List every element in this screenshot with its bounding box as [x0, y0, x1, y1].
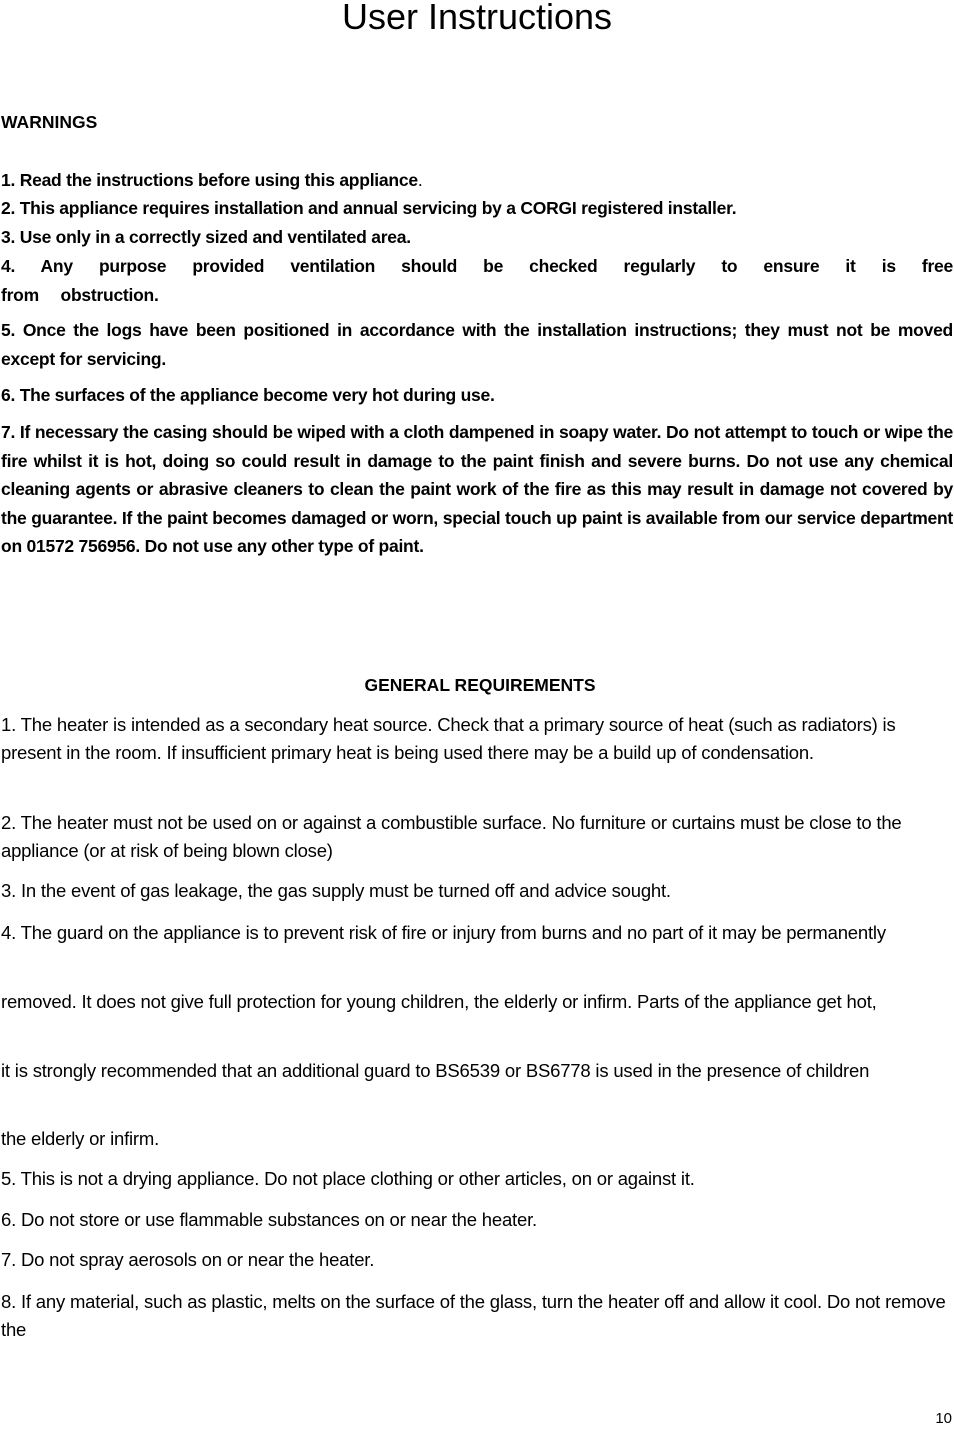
general-item-7: 7. Do not spray aerosols on or near the heater. [1, 1249, 375, 1270]
general-item-4-cont-1: removed. It does not give full protection for young children, the elderly or infirm. Parts of the appliance get hot, [1, 991, 877, 1012]
general-item-3: 3. In the event of gas leakage, the gas supply must be turned off and advice sought. [1, 880, 671, 901]
warning-item-1 [1, 166, 953, 195]
general-item-4: 4. The guard on the appliance is to prevent risk of fire or injury from burns and no part of it may be permanently [1, 922, 886, 943]
general-requirements-heading: GENERAL REQUIREMENTS [364, 675, 596, 695]
warning-item-1-text: 1. Read the instructions before using this appliance [1, 170, 418, 190]
general-item-4-cont-2: it is strongly recommended that an additional guard to BS6539 or BS6778 is used in the presence of children [1, 1060, 870, 1081]
page-number: 10 [935, 1410, 952, 1427]
general-item-2: 2. The heater must not be used on or against a combustible surface. No furniture or curtains must be close to the appliance (or at risk of being blown close) [1, 812, 902, 861]
warning-item-1-period: . [417, 170, 423, 190]
warning-item-5: 5. Once the logs have been positioned in accordance with the installation instructions; they must not be moved except for servicing. [1, 320, 953, 369]
general-item-5: 5. This is not a drying appliance. Do not place clothing or other articles, on or against it. [1, 1168, 695, 1189]
warning-item-2: 2. This appliance requires installation and annual servicing by a CORGI registered installer. [1, 198, 737, 218]
general-item-6: 6. Do not store or use flammable substances on or near the heater. [1, 1209, 537, 1230]
warning-item-4: 4. Any purpose provided ventilation should be checked regularly to ensure it is free from obstruction. [1, 256, 953, 305]
warnings-heading: WARNINGS [1, 112, 98, 132]
warning-item-7: 7. If necessary the casing should be wiped with a cloth dampened in soapy water. Do not attempt to touch or wipe the fire whilst it is hot, doing so could result in damage to the paint finish and severe burns. Do not use any chemical cleaning agents or abrasive cleaners to clean the paint work of the fire as this may result in damage not covered by the guarantee. If the paint becomes damaged or worn, special touch up paint is available from our service department on 01572 756956. Do not use any other type of paint. [1, 422, 953, 557]
page-title: User Instructions [341, 0, 613, 37]
general-item-8: 8. If any material, such as plastic, melts on the surface of the glass, turn the heater off and allow it cool. Do not remove the [1, 1291, 946, 1340]
warning-item-6: 6. The surfaces of the appliance become very hot during use. [1, 385, 495, 405]
general-item-1: 1. The heater is intended as a secondary heat source. Check that a primary source of heat (such as radiators) is present in the room. If insufficient primary heat is being used there may be a build up of condensation. [1, 714, 896, 763]
warning-item-3: 3. Use only in a correctly sized and ventilated area. [1, 227, 411, 247]
general-item-4-cont-3: the elderly or infirm. [1, 1128, 160, 1149]
